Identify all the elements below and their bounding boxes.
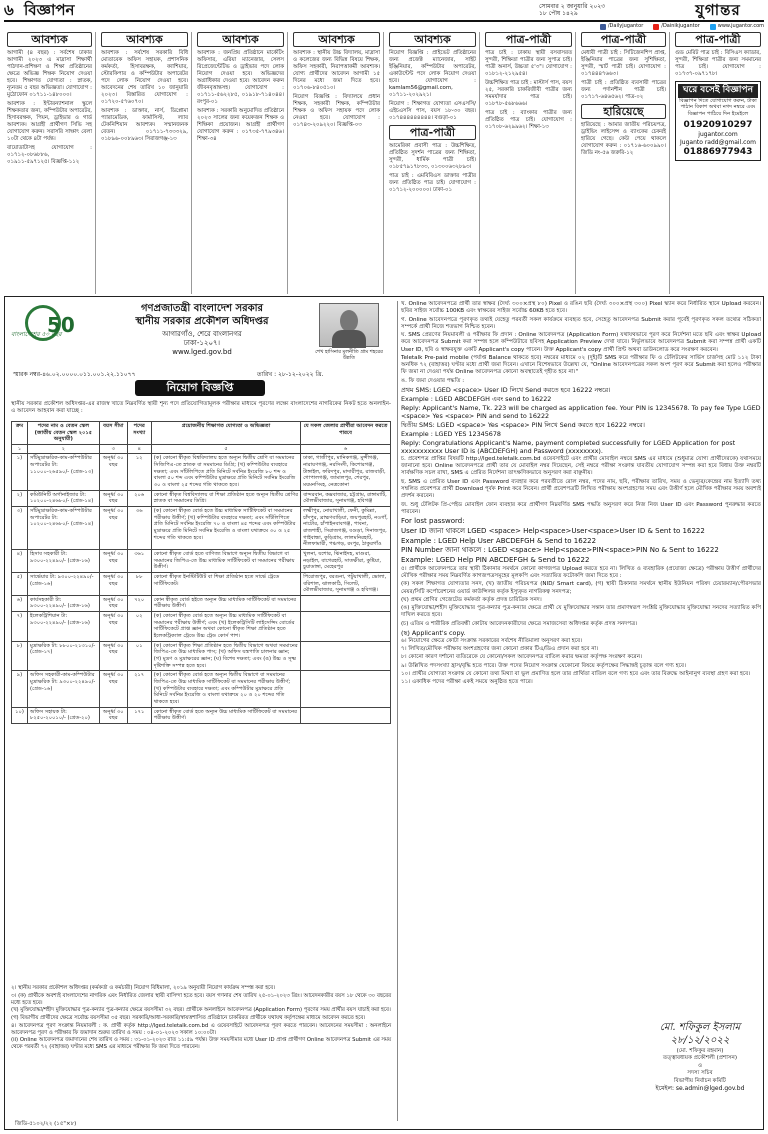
table-row bbox=[12, 549, 391, 572]
col-num: ৩ bbox=[99, 444, 127, 453]
website-link[interactable] bbox=[710, 23, 764, 30]
row-age: অনূর্ধ্ব ৩০ বছর bbox=[99, 671, 127, 707]
col-title: পাত্র-পাত্রী bbox=[675, 32, 761, 47]
signer-title-3: সদস্য সচিব bbox=[687, 1070, 713, 1077]
ad-code: জিডি-৫১০২/২২ (১৫"×৮) bbox=[15, 1121, 77, 1127]
classified-item: পাত্র চাই : ব্যাংকার পাত্রীর জন্য প্রতিষ্ঠিত পাত্র চাই। যোগাযোগ : ০১৭০৮-৬২৯৯৬২। শিক্ষা-১৩ bbox=[485, 110, 572, 131]
signature-date: ২৮/১২/২০২২ bbox=[670, 1034, 730, 1046]
row-qualification: কোনো স্বীকৃত বোর্ড হতে অন্যূন উচ্চ মাধ্যমিক সার্টিফিকেট বা সমমানের পরীক্ষায় উত্তীর্ণ। bbox=[151, 707, 300, 723]
section-title: বিজ্ঞাপন bbox=[24, 1, 75, 19]
sms-instruction: দ্বিতীয় SMS: LGED <space> Yes <space> PIN লিখে Send করতে হবে 16222 নম্বরে। bbox=[401, 420, 645, 429]
youtube-link[interactable] bbox=[653, 23, 699, 30]
notice-title: নিয়োগ বিজ্ঞপ্তি bbox=[135, 380, 265, 396]
classified-col-1 bbox=[4, 32, 96, 294]
notes-block bbox=[11, 985, 391, 1052]
row-age: অনূর্ধ্ব ৩০ বছর bbox=[99, 572, 127, 595]
instruction: Teletalk Pre-paid mobile (পর্যাপ্ত Balance থাকতে হবে) নম্বরের মাধ্যমে ০২ (দুই)টি SMS করে পরীক্ষার ফি ও টেলিটকের সার্ভিস চার্জসহ মোট ১১২ টাকা অনধিক ৭২ (বাহাত্তর) ঘণ্টার মধ্যে প্রার্থী জমা দিবেন। এখানে বিশেষভাবে উল্লেখ্য যে, "Online আবেদনপত্রের সকল অংশ পূরণ করে Submit করা হলেও পরীক্ষার ফি জমা না দেওয়া পর্যন্ত Online আবেদনপত্র কোনো অবস্থাতেই গৃহীত হবে না।" bbox=[401, 354, 761, 376]
portrait-face bbox=[340, 310, 358, 332]
sms-instruction: প্রথম SMS: LGED <space> User ID লিখে Send করতে হবে 16222 নম্বরে। bbox=[401, 385, 611, 394]
note: (খ) মুক্তিযোদ্ধা/শহীদ মুক্তিযোদ্ধার পুত্র-কন্যার পুত্র-কন্যার ক্ষেত্রে বয়সসীমা ৩২ বছর। প্রার্থীকে অনলাইনে আবেদনপত্র (Application Form) পূরণের সময় প্রার্থীর বয়স যাচাই করা হবে। bbox=[11, 1007, 391, 1014]
classified-item: আমেরিকা প্রবাসী পাত্র : উচ্চশিক্ষিত, প্রতিষ্ঠিত সুদর্শন পাত্রের জন্য শিক্ষিতা, সুন্দরী, ধার্মিক পাত্রী চাই। ০১৮৫৭৯১৭৮৩৩, ০১৩০০৬৩২৮৯৩। bbox=[389, 143, 476, 171]
website-url: www.jugantor.com bbox=[717, 23, 764, 29]
row-post: সার্ভেয়ার টা: ৯৩০০-২২৪৯০/- (গ্রেড-১৬) bbox=[27, 572, 99, 595]
org-heading bbox=[97, 303, 307, 356]
table-row bbox=[12, 506, 391, 549]
th-post: পদের নাম ও বেতন স্কেল (জাতীয় বেতন স্কেল ২০১৫ অনুযায়ী) bbox=[27, 422, 99, 445]
sms-example: Example : LGED YES 12345678 bbox=[401, 429, 502, 438]
home-ad-phone[interactable]: 01920910297 bbox=[683, 119, 753, 130]
row-count: ৭২০ bbox=[127, 595, 151, 611]
table-row bbox=[12, 612, 391, 642]
instruction: ১১। একাধিক পদের পরীক্ষা একই সময়ে অনুষ্ঠিত হতে পারে। bbox=[401, 679, 533, 686]
table-number-row bbox=[12, 444, 391, 453]
classified-col-5 bbox=[386, 32, 480, 294]
org-website[interactable]: www.lged.gov.bd bbox=[172, 347, 232, 356]
table-row bbox=[12, 595, 391, 611]
table-row bbox=[12, 707, 391, 723]
col-title: আবশ্যক bbox=[197, 32, 284, 47]
row-serial: ৩) bbox=[12, 506, 28, 549]
lost-password-heading: For lost password: bbox=[401, 517, 465, 526]
col-num: ১ bbox=[12, 444, 28, 453]
row-age: অনূর্ধ্ব ৩০ বছর bbox=[99, 490, 127, 506]
row-districts bbox=[301, 595, 391, 611]
org-line-3: আগারগাঁও, শেরে বাংলানগর bbox=[162, 329, 242, 338]
lost-password-line: PIN Number জানা থাকলে : LGED <space> Help<space>PIN<space>PIN No & Sent to 16222 bbox=[401, 546, 719, 555]
signer-title-1: তত্ত্বাবধায়ক প্রকৌশলী (প্রশাসন) bbox=[662, 1055, 738, 1062]
instruction: (চ) এতিম ও শারীরিক প্রতিবন্ধী কোটায় আবেদনকারীদের ক্ষেত্রে সমাজসেবা অধিদপ্তর কর্তৃক প্রদত্ত সনদপত্র। bbox=[401, 620, 638, 627]
date-bangla: ১৮ পৌষ ১৪২৯ bbox=[539, 10, 578, 17]
ad-right-column bbox=[401, 301, 761, 1125]
classified-item: পাত্রী চাই : প্রতিষ্ঠিত ব্যবসায়ী পাত্রের জন্য পর্দানশীন পাত্রী চাই। ০১৭১৭-৬৪৬৫৬২। পাত্র-০২ bbox=[581, 80, 666, 101]
classified-col-3 bbox=[194, 32, 288, 294]
instruction: ৬। নিয়োগের ক্ষেত্রে কোটা সংক্রান্ত সরকারের সর্বশেষ নীতিমালা অনুসরণ করা হবে। bbox=[401, 637, 583, 644]
instruction: জ. শুধু টেলিটক প্রি-পেইড মোবাইল ফোন ব্যবহার করে প্রার্থীগণ নিম্নবর্ণিত SMS পদ্ধতি অনুসরণ করে নিজ নিজ User ID এবং Password পুনরুদ্ধার করতে পারবেন। bbox=[401, 501, 761, 515]
globe-icon bbox=[710, 24, 716, 30]
row-qualification: (ক) কোনো স্বীকৃত বোর্ড হতে উচ্চ মাধ্যমিক সার্টিফিকেট বা সমমানের পরীক্ষায় উত্তীর্ণ; (খ) কম্পিউটার ব্যবহারে দক্ষতা; এবং সাঁটলিপিতে প্রতি মিনিটে সর্বনিম্ন ইংরেজি ৭০ ও বাংলা ৪৫ শব্দের এবং কম্পিউটার মুদ্রাক্ষরে প্রতি মিনিটে সর্বনিম্ন ইংরেজি ও বাংলা যথাক্রমে ৩০ ও ২৫ শব্দের গতি থাকতে হবে। bbox=[151, 506, 300, 549]
table-row bbox=[12, 490, 391, 506]
column-divider bbox=[397, 301, 398, 1121]
home-ad-web[interactable]: jugantor.com bbox=[698, 131, 738, 139]
portrait-body bbox=[332, 330, 366, 348]
row-post: হিসাব সহকারী টা: ৯৩০০-২২৪৯০/- (গ্রেড-১৬) bbox=[27, 549, 99, 572]
col-title: আবশ্যক bbox=[101, 32, 188, 47]
row-districts: পিরোজপুর, বরগুনা, পটুয়াখালী, ভোলা, বরিশাল, ঝালকাঠি, সিলেট, মৌলভীবাজার, সুনামগঞ্জ ও হবিগঞ্জ। bbox=[301, 572, 391, 595]
signature bbox=[645, 1022, 755, 1048]
row-age: অনূর্ধ্ব ৩০ বছর bbox=[99, 506, 127, 549]
lost-password-line: User ID জানা থাকলে LGED <space> Help<space>User<space>User ID & Sent to 16222 bbox=[401, 526, 705, 535]
home-ad-email[interactable]: Juganto radd@gmail.com bbox=[680, 139, 756, 147]
classified-item: উচ্চশিক্ষিত পাত্র চাই : মাস্টার্স পাস, বয়স ২৫, সরকারি চাকরিজীবী পাত্রীর জন্য সমমর্যাদার পাত্র চাই। ০১৮৭৮-৫৬৮৬৬৬। bbox=[485, 80, 572, 108]
youtube-handle: /Dainikjugantor bbox=[661, 23, 700, 29]
note: ৪। আবেদনপত্র পূরণ সংক্রান্ত নিয়মাবলী : ক. প্রার্থী কর্তৃক http://lged.teletalk.com.bd এ ওয়েবসাইটে আবেদনপত্র পূরণ করতে পারবেন। আবেদনের সময়সীমা : অনলাইনে আবেদনপত্র পূরণ ও পরীক্ষার ফি জমাদান শুরুর তারিখ ও সময় : ০৪-০১-২০২৩ সকাল ১০:০০টা। bbox=[11, 1022, 391, 1036]
note: ২। স্থানীয় সরকার প্রকৌশল অধিদপ্তর (কর্মকর্তা ও কর্মচারী) নিয়োগ বিধিমালা, ২০১৯ অনুযায়ী নিয়োগ কার্যক্রম সম্পন্ন করা হবে। bbox=[11, 985, 275, 991]
col-title: আবশ্যক bbox=[7, 32, 92, 47]
instruction: ৮। কোনো কারণ দর্শানো ব্যতিরেকে যে কোনো/সকল আবেদনপত্র বাতিল করার ক্ষমতা কর্তৃপক্ষ সংরক্ষণ করেন। bbox=[401, 654, 643, 661]
row-qualification: (ক) কোনো স্বীকৃত বোর্ড হতে অন্যূন উচ্চ মাধ্যমিক সার্টিফিকেট বা সমমানের পরীক্ষায় উত্তীর্ণ; এবং (খ) ইলেকট্রিসিটি লাইসেন্সিং বোর্ডের সার্টিফিকেটে প্রাপ্ত জ্ঞান অথবা কোনো স্বীকৃত শিক্ষা প্রতিষ্ঠান হতে ইলেকট্রিক্যাল ট্রেডে উচ্চ ট্রেড কোর্স পাশ। bbox=[151, 612, 300, 642]
classified-col-8 bbox=[672, 32, 764, 294]
signer-email[interactable]: ইমেইল: se.admin@lged.gov.bd bbox=[655, 1085, 745, 1093]
instruction: (ঙ) মুক্তিযোদ্ধা/শহীদ মুক্তিযোদ্ধার পুত্র-কন্যার পুত্র-কন্যার ক্ষেত্রে প্রার্থী যে মুক্তিযোদ্ধার সন্তান তার প্রমাণস্বরূপ সংশ্লিষ্ট মুক্তিযোদ্ধার মুক্তিযোদ্ধা সনদের সত্যায়িত কপি দাখিল করতে হবে। bbox=[401, 605, 761, 619]
col-title: পাত্র-পাত্রী bbox=[581, 32, 666, 47]
memo-number: স্মারক নম্বর-৪৬.০২.০০০০.০১১.০০১.২২.১১০৭৭ bbox=[13, 371, 136, 378]
instruction: (ক) সকল শিক্ষাগত যোগ্যতার সনদ, (খ) জাতীয় পরিচয়পত্র (NID/ Smart card), (গ) স্থায়ী ঠিকানার সমর্থনে স্থানীয় ইউনিয়ন পরিষদ চেয়ারম্যান/পৌরসভার মেয়র/সিটি কর্পোরেশনের ওয়ার্ড কাউন্সিলর কর্তৃক ইস্যুকৃত নাগরিকত্ব সনদপত্র; bbox=[401, 581, 761, 595]
instruction: খ. Online আবেদনপত্রে প্রার্থী তার স্বাক্ষর (দৈর্ঘ্য ৩০০×প্রস্থ ৮০) Pixel ও রঙিন ছবি (দৈর্ঘ্য ৩০০×প্রস্থ ৩০০) Pixel স্ক্যান করে নির্ধারিত স্থানে Upload করবেন। ছবির সাইজ সর্বোচ্চ 100KB এবং স্বাক্ষরের সাইজ সর্বোচ্চ 60KB হতে হবে। bbox=[401, 301, 761, 315]
row-qualification: (ক) কোনো স্বীকৃত বোর্ড হতে অন্যূন দ্বিতীয় বিভাগে বা সমমানের জিপিএ-তে উচ্চ মাধ্যমিক সার্টিফিকেট বা সমমানের পরীক্ষায় উত্তীর্ণ; (খ) কম্পিউটার ব্যবহারে দক্ষতা; এবং কম্পিউটার মুদ্রাক্ষরে প্রতি মিনিটে সর্বনিম্ন ইংরেজি ও বাংলা যথাক্রমে ২০ ও ২০ শব্দের গতি থাকতে হবে। bbox=[151, 671, 300, 707]
sms-example: Example : LGED ABCDEFGH এবং send to 16222 bbox=[401, 394, 552, 403]
posts-table bbox=[11, 421, 391, 724]
instruction: ৫। প্রার্থীকে আবেদনপত্রে তার স্থায়ী ঠিকানার সমর্থনে কোনো কাগজপত্র Upload করতে হবে না। লিখিত ও ব্যবহারিক (প্রযোজ্য ক্ষেত্রে) পরীক্ষায় উত্তীর্ণ প্রার্থীদের মৌখিক পরীক্ষার সময় নিম্নবর্ণিত কাগজপত্রসমূহের মূলকপি এবং সত্যায়িত ফটোকপি জমা দিতে হবে : bbox=[401, 565, 761, 580]
instruction: (ছ) Applicant's copy. bbox=[401, 628, 466, 637]
note: ৩। (ক) প্রার্থীকে অবশ্যই বাংলাদেশের নাগরিক এবং নির্ধারিত জেলার স্থায়ী বাসিন্দা হতে হবে। বয়স গণনার শেষ তারিখ ২৫-০১-২০২৩ খ্রিঃ। আবেদনকারীর বয়স ১৮ থেকে ৩০ বছরের মধ্যে হতে হবে। bbox=[11, 992, 391, 1006]
signature-block bbox=[645, 1022, 755, 1093]
table-row bbox=[12, 454, 391, 490]
row-serial: ৫) bbox=[12, 572, 28, 595]
row-districts: খুলনা, যশোর, ঝিনাইদহ, মাগুরা, নড়াইল, বাগেরহাট, সাতক্ষীরা, কুষ্টিয়া, চুয়াডাঙ্গা, মেহেরপুর bbox=[301, 549, 391, 572]
row-serial: ৪) bbox=[12, 549, 28, 572]
col-subtitle: হারিয়েছে bbox=[581, 104, 666, 119]
row-qualification: কোনো স্বীকৃত ইনস্টিটিউট বা শিক্ষা প্রতিষ্ঠান হতে সার্ভে ট্রেডে সার্টিফিকেট। bbox=[151, 572, 300, 595]
row-qualification: (ক) কোনো স্বীকৃত শিক্ষা প্রতিষ্ঠান হতে দ্বিতীয় বিভাগে অথবা সমমানের জিপিএ-তে উচ্চ মাধ্যমিক পাস; (খ) অফিস যন্ত্রপাতি চালনার জ্ঞান; (গ) মুদ্রণ ও মুদ্রাক্ষরের জ্ঞান; (ঘ) বিশেষ দক্ষতা; এবং (ঙ) উচ্চ ও সূক্ষ্ম দৃষ্টিশক্তি সম্পন্ন হতে হবে। bbox=[151, 641, 300, 671]
row-age: অনূর্ধ্ব ৩০ বছর bbox=[99, 454, 127, 490]
classified-item: পাত্র চাই : ঢাকায় স্থায়ী বসবাসরত সুন্দরী, শিক্ষিতা পাত্রীর জন্য সুপাত্র চাই। পাত্রী অনার্স, উচ্চতা ৫'৩"। যোগাযোগ : ০১৮১২-২১২৯৫৪। bbox=[485, 50, 572, 78]
row-qualification: কোনো স্বীকৃত বিশ্ববিদ্যালয় বা শিক্ষা প্রতিষ্ঠান হতে অন্যূন দ্বিতীয় শ্রেণির স্নাতক বা সমমানের ডিগ্রি। bbox=[151, 490, 300, 506]
header-rule bbox=[4, 20, 764, 22]
bangladesh-50-logo bbox=[11, 303, 81, 347]
row-count: ০২ bbox=[127, 612, 151, 642]
instruction: চ. প্রবেশপত্র প্রাপ্তির বিষয়টি http://lged.teletalk.com.bd ওয়েবসাইটে এবং প্রার্থীর মোবাইল নম্বরে SMS এর মাধ্যমে (শুধুমাত্র যোগ্য প্রার্থীদেরকে) যথাসময়ে জানানো হবে। Online আবেদনপত্রে প্রার্থী তার যে মোবাইল নম্বর দিয়েছেন, সেই নম্বরে পরীক্ষা সংক্রান্ত যাবতীয় যোগাযোগ সম্পন্ন করা হবে বিধায় উক্ত নম্বরটি সার্বক্ষণিক সচল রাখা, SMS এ প্রেরিত নির্দেশনা তাৎক্ষণিকভাবে অনুসরণ করা বাঞ্ছনীয়। bbox=[401, 455, 761, 477]
row-post: অফিস সহকারী-কাম-কম্পিউটার মুদ্রাক্ষরিক টা: ৯৩০০-২২৪৯০/- (গ্রেড-১৬) bbox=[27, 671, 99, 707]
org-line-1: গণপ্রজাতন্ত্রী বাংলাদেশ সরকার bbox=[141, 303, 263, 314]
row-post: কমিউনিটি অর্গানাইজার টা: ১০২০০-২৪৬৮০/- (গ্রেড-১৪) bbox=[27, 490, 99, 506]
classified-item: আবশ্যক : ইন্টারন্যাশনাল স্কুলে শিক্ষকতার জন্য, কম্পিউটার অপারেটর, হিসাবরক্ষক, পিয়ন, ড্রাইভার ও গার্ড আবশ্যক। আগ্রহী প্রার্থীগণ সিভি সহ যোগাযোগ করুন। সরাসরি সাক্ষাৎ বেলা ১০টা থেকে ৪টা পর্যন্ত। bbox=[7, 101, 92, 143]
row-post: অফিস সহায়ক টা: ৮২৫০-২০০১০/- (গ্রেড-২০) bbox=[27, 707, 99, 723]
classified-item: নিয়োগ বিজ্ঞপ্তি : বিদ্যালয়ে প্রধান শিক্ষক, সহকারী শিক্ষক, কম্পিউটার শিক্ষক ও অফিস সহায়ক পদে লোক নেওয়া হবে। যোগাযোগ : ০১৭৪৩-২০৯২২০। বিজ্ঞপ্তি-০৩ bbox=[293, 94, 380, 129]
sms-reply: Reply: Congratulations Applicant's Name, payment completed successfully for LGED Application for post xxxxxxxxxxx User ID is (ABCDEFGH) and Password (xxxxxxxx). bbox=[401, 438, 736, 455]
lged-recruitment-ad bbox=[4, 296, 764, 1130]
row-districts bbox=[301, 641, 391, 671]
row-districts bbox=[301, 612, 391, 642]
row-age: অনূর্ধ্ব ৩০ বছর bbox=[99, 612, 127, 642]
classified-col-4 bbox=[290, 32, 384, 294]
row-serial: ১০) bbox=[12, 707, 28, 723]
signer-title-4: বিভাগীয় নির্বাচন কমিটি bbox=[674, 1077, 726, 1084]
row-serial: ৮) bbox=[12, 641, 28, 671]
row-qualification: কোনো স্বীকৃত বোর্ড হতে বাণিজ্য বিভাগে অন্যূন দ্বিতীয় বিভাগে বা সমমানের জিপিএ-তে উচ্চ মাধ্যমিক সার্টিফিকেট বা সমমানের পরীক্ষায় উত্তীর্ণ। bbox=[151, 549, 300, 572]
lost-password-example: Example : LGED Help User ABCDEFGH & Send to 16222 bbox=[401, 536, 597, 545]
th-qualification: প্রয়োজনীয় শিক্ষাগত যোগ্যতা ও অভিজ্ঞতা bbox=[151, 422, 300, 445]
facebook-handle: /Dailyjugantor bbox=[607, 23, 644, 29]
classified-item: বায়োডাটাসহ যোগাযোগ : ০১৭১২-০৮৬৮৮৬, ০১৯১১-৫৯৭১২৫। বিজ্ঞপ্তি-১১২ bbox=[7, 145, 92, 166]
classified-item: আবশ্যক : সর্বশেষ সরকারি বিধি মোতাবেক অফিস সহায়ক, প্রশাসনিক কর্মকর্তা, হিসাবরক্ষক, ক্যাশিয়ার, স্টোরকিপার ও কম্পিউটার অপারেটর পদে লোক নিয়োগ দেওয়া হবে। আবেদনের শেষ তারিখ ১০ জানুয়ারি ২০২৩। বিস্তারিত যোগাযোগ : ০১৭২০-৫৭৬০৭০। bbox=[101, 50, 188, 106]
portrait-image bbox=[319, 303, 379, 347]
org-line-2: স্থানীয় সরকার প্রকৌশল অধিদপ্তর bbox=[135, 315, 269, 327]
classified-col-2 bbox=[98, 32, 192, 294]
row-age: অনূর্ধ্ব ৩০ বছর bbox=[99, 641, 127, 671]
row-count: ০১ bbox=[127, 641, 151, 671]
table-row bbox=[12, 671, 391, 707]
classified-item: মেধাবী পাত্রী চাই : সিটিজেনশিপ প্রাপ্ত, ইঞ্জিনিয়ার পাত্রের জন্য সুশিক্ষিতা, সুন্দরী, স্মার্ট পাত্রী চাই। যোগাযোগ : ০১৭৪৪৪৭৬৬৩। bbox=[581, 50, 666, 78]
page-number: ৬ bbox=[4, 1, 14, 19]
row-count: ২১৭ bbox=[127, 671, 151, 707]
row-count: ৩৬১ bbox=[127, 549, 151, 572]
row-post: সাঁটমুদ্রাক্ষরিক-কাম-কম্পিউটার অপারেটর টা: ১০২০০-২৪৬৮০/- (গ্রেড-১৪) bbox=[27, 506, 99, 549]
row-count: ৮৮ bbox=[127, 572, 151, 595]
col-title: পাত্র-পাত্রী bbox=[485, 32, 572, 47]
row-serial: ৭) bbox=[12, 612, 28, 642]
classified-item: আবশ্যক : ডাক্তার, নার্স, ডিপ্লোমা প্যারামেডিক, ফার্মাসিস্ট, ল্যাব টেকনিশিয়ান আবশ্যক। সম্মানজনক বেতন। ০১৭১১-৭৩৩৩২৯, ০১৮৯৬-০০৮৯৬৩। সিরাজগঞ্জ-১৩ bbox=[101, 108, 188, 143]
row-districts: লক্ষ্মীপুর, নোয়াখালী, ফেনী, কুমিল্লা, চাঁদপুর, ব্রাহ্মণবাড়িয়া, জয়পুরহাট, নওগাঁ, নাটোর, চাঁপাইনবাবগঞ্জ, পাবনা, রাজশাহী, সিরাজগঞ্জ, বগুড়া, দিনাজপুর, গাইবান্ধা, কুড়িগ্রাম, লালমনিরহাট, নীলফামারী, পঞ্চগড়, রংপুর, ঠাকুরগাঁও bbox=[301, 506, 391, 549]
th-count: পদের সংখ্যা bbox=[127, 422, 151, 445]
row-age: অনূর্ধ্ব ৩০ বছর bbox=[99, 549, 127, 572]
row-count: ৩৬ bbox=[127, 506, 151, 549]
table-row bbox=[12, 641, 391, 671]
table-header-row bbox=[12, 422, 391, 445]
row-serial: ৬) bbox=[12, 595, 28, 611]
row-age: অনূর্ধ্ব ৩০ বছর bbox=[99, 595, 127, 611]
youtube-icon bbox=[653, 24, 659, 30]
col-num: ২ bbox=[27, 444, 99, 453]
notice-intro: স্থানীয় সরকার প্রকৌশল অধিদপ্তর-এর রাজস্ব খাতে নিম্নবর্ণিত স্থায়ী শূন্য পদে প্রতিযোগিতামূলক পরীক্ষার মাধ্যমে পূরণের লক্ষ্যে বাংলাদেশের নাগরিকের নিকট হতে অনলাইন-এ আবেদন আহবান করা যাচ্ছে : bbox=[11, 401, 391, 415]
note: (গ) বিভাগীয় প্রার্থীদের ক্ষেত্রে সর্বোচ্চ বয়সসীমা ৩৫ বছর। সরকারি/আধা-সরকারি/স্বায়ত্তশাসিত প্রতিষ্ঠানে চাকরিরত প্রার্থীকে যথাযথ কর্তৃপক্ষের মাধ্যমে আবেদন করতে হবে। bbox=[11, 1015, 366, 1022]
page-header bbox=[4, 2, 764, 18]
masthead-logo[interactable]: যুগান্তর bbox=[695, 1, 741, 19]
classified-item: আবশ্যক : স্থানীয় উচ্চ বিদ্যালয়, মাদ্রাসা ও কলেজের জন্য বিভিন্ন বিষয়ে শিক্ষক, অফিস সহকারী, নিরাপত্তাকর্মী আবশ্যক। যোগ্য প্রার্থীদের আবেদন আগামী ১৫ দিনের মধ্যে জমা দিতে হবে। ০১৭০৬-৮৪০৫১০। bbox=[293, 50, 380, 92]
instruction: ১০। প্রার্থীর যোগ্যতা সংক্রান্ত যে কোনো তথ্য মিথ্যা বা ভুল প্রমাণিত হলে তার প্রার্থিতা বাতিল বলে গণ্য হবে এবং তার বিরুদ্ধে আইনানুগ ব্যবস্থা গ্রহণ করা হবে। bbox=[401, 670, 751, 677]
th-serial: ক্রম bbox=[12, 422, 28, 445]
row-age: অনূর্ধ্ব ৩০ বছর bbox=[99, 707, 127, 723]
row-districts bbox=[301, 707, 391, 723]
classified-item: পাত্র চাই : এমবিবিএস ডাক্তার পাত্রীর জন্য প্রতিষ্ঠিত পাত্র চাই। যোগাযোগ : ০১৭১২-২০০০০০। ঢাকা-০১ bbox=[389, 173, 476, 194]
th-districts: যে সকল জেলার প্রার্থীরা আবেদন করতে পারবে bbox=[301, 422, 391, 445]
note: (ii) Online আবেদনপত্র জমাদানের শেষ তারিখ ও সময় : ৩১-০১-২০২৩ রাত ১১:৫৯ পর্যন্ত। উক্ত সময়সীমার মধ্যে User ID প্রাপ্ত প্রার্থীগণ Online আবেদনপত্র Submit এর সময় থেকে পরবর্তী ৭২ (বাহাত্তর) ঘণ্টার মধ্যে SMS এর মাধ্যমে পরীক্ষার ফি জমা দিতে পারবেন। bbox=[11, 1037, 391, 1051]
row-serial: ২) bbox=[12, 490, 28, 506]
col-title: আবশ্যক bbox=[389, 32, 476, 47]
memo-date: তারিখ : ২৮-১২-২০২২ খ্রি. bbox=[257, 371, 324, 378]
instruction: ৯। উল্লিখিত পদসংখ্যা হ্রাস/বৃদ্ধি হতে পারে। উক্ত পদের নিয়োগ সংক্রান্ত যেকোনো বিষয়ে কর্তৃপক্ষের সিদ্ধান্তই চূড়ান্ত বলে গণ্য হবে। bbox=[401, 662, 686, 669]
org-line-4: ঢাকা-১২০৭। bbox=[183, 338, 221, 347]
classified-col-6 bbox=[482, 32, 576, 294]
home-ad-text: বিজ্ঞাপন দিতে যোগাযোগ করুন, টাকা পাঠান বিকাশ অথবা নগদ নম্বরে এবং বিজ্ঞাপন পাঠিয়ে দিন ইমেইলে bbox=[679, 97, 757, 118]
row-post: মুদ্রাক্ষরিক টা: ৮৮০০-২১৩১০/- (গ্রেড-১৭) bbox=[27, 641, 99, 671]
logo-number: 50 bbox=[47, 313, 75, 337]
row-count: ১৭১ bbox=[127, 707, 151, 723]
table-row bbox=[12, 572, 391, 595]
row-post: ইলেকট্রিশিয়ান টা: ৯৩০০-২২৪৯০/- (গ্রেড-১৬) bbox=[27, 612, 99, 642]
row-count: ২০৬ bbox=[127, 490, 151, 506]
classified-item: আবশ্যক : সরকারি অনুমোদিত প্রতিষ্ঠানে ২০২৩ সালের জন্য কয়েকজন শিক্ষক ও শিক্ষিকা প্রয়োজন। আগ্রহী প্রার্থীগণ যোগাযোগ করুন : ০১৭৩৫-৭৭৯৩৪৬। শিক্ষা-৩৪ bbox=[197, 108, 284, 143]
home-ad-phone-2[interactable]: 01886977943 bbox=[683, 146, 753, 157]
home-ad-box bbox=[675, 81, 761, 161]
row-serial: ৯) bbox=[12, 671, 28, 707]
row-count: ১২ bbox=[127, 454, 151, 490]
th-age: বয়স সীমা bbox=[99, 422, 127, 445]
classified-item: গুড মেরিট পাত্র চাই : বিসিএস ক্যাডার, সুন্দরী, শিক্ষিতা পাত্রীর জন্য সমমানের পাত্র চাই। যোগাযোগ : ০১৭৩৭-০৯৭১৭৮। bbox=[675, 50, 761, 78]
instruction: (ঘ) প্রথম শ্রেণির গেজেটেড কর্মকর্তা কর্তৃক প্রদত্ত চারিত্রিক সনদ। bbox=[401, 596, 542, 603]
classified-col-7 bbox=[578, 32, 670, 294]
classified-item: হারিয়েছে : আমার জাতীয় পরিচয়পত্র, ড্রাইভিং লাইসেন্স ও ব্যাংকের চেকবই হারিয়ে গেছে। কেউ পেয়ে থাকলে যোগাযোগ করুন : ০১৭১৬-৬০০৯৯০। জিডি নং-৫৬ জরুরি-১২ bbox=[581, 122, 666, 157]
date-gregorian: সোমবার ২ জানুয়ারি ২০২৩ bbox=[539, 3, 606, 10]
instruction: গ. Online আবেদনপত্রে পূরণকৃত তথ্যই যেহেতু পরবর্তী সকল কার্যক্রমে ব্যবহৃত হবে, সেহেতু আবেদনপত্র Submit করার পূর্বেই পূরণকৃত সকল তথ্যের সঠিকতা সম্পর্কে প্রার্থী নিজে শতভাগ নিশ্চিত হবেন। bbox=[401, 316, 761, 330]
facebook-icon bbox=[600, 24, 606, 30]
row-districts: বান্দরবান, কক্সবাজার, চট্টগ্রাম, রাঙ্গামাটি, মৌলভীবাজার, সুনামগঞ্জ, হবিগঞ্জ bbox=[301, 490, 391, 506]
classified-item: আগামী (৪ বছর) : সর্বশেষ ঢাকার আগামী ২০২৩ এ মাদ্রাসা শিক্ষার্থী পাঠদান-প্রশিক্ষণ ও শিক্ষা প্রতিষ্ঠানের ক্ষেত্রে অভিজ্ঞ শিক্ষক নিয়োগ দেওয়া হবে। শিক্ষাগত যোগ্যতা : স্নাতক, ন্যূনতম ৫ বছর অভিজ্ঞতা। যোগাযোগ : মুঠোফোন ০১৭১১-১৪৮০০০। bbox=[7, 50, 92, 99]
row-qualification: (ক) কোনো স্বীকৃত বিশ্ববিদ্যালয় হতে অন্যূন দ্বিতীয় শ্রেণি বা সমমানের সিজিপিএ-তে স্নাতক বা সমমানের ডিগ্রি; (খ) কম্পিউটার ব্যবহারে দক্ষতা; এবং সাঁটলিপিতে প্রতি মিনিটে সর্বনিম্ন ইংরেজি ৮০ শব্দ ও বাংলা ৫০ শব্দ এবং কম্পিউটার মুদ্রাক্ষরে প্রতি মিনিটে সর্বনিম্ন ইংরেজি ৩০ ও বাংলা ২৫ শব্দের গতি থাকতে হবে। bbox=[151, 454, 300, 490]
instruction: ৭। লিখিত/মৌখিক পরীক্ষায় অংশগ্রহণের জন্য কোনো প্রকার টিএ/ডিএ প্রদান করা হবে না। bbox=[401, 646, 599, 653]
col-title: আবশ্যক bbox=[293, 32, 380, 47]
ad-left-column bbox=[7, 299, 395, 1127]
signature-text: মো. শফিকুল ইসলাম bbox=[659, 1022, 741, 1033]
instruction: ঙ. ফি জমা দেওয়ার পদ্ধতি : bbox=[401, 377, 465, 384]
facebook-link[interactable] bbox=[600, 23, 643, 30]
signer-title-2: ও bbox=[697, 1062, 703, 1069]
col-subtitle: পাত্র-পাত্রী bbox=[389, 125, 476, 140]
row-post: কার্যসহকারী টা: ৯৩০০-২২৪৯০/- (গ্রেড-১৬) bbox=[27, 595, 99, 611]
row-serial: ১) bbox=[12, 454, 28, 490]
col-num: ৬ bbox=[301, 444, 391, 453]
classified-item: নিয়োগ বিজ্ঞপ্তি : প্রাইভেট প্রতিষ্ঠানের জন্য প্রজেক্ট ম্যানেজার, সাইট ইঞ্জিনিয়ার, কম্পিউটার অপারেটর, একাউন্টেন্ট পদে লোক নিয়োগ দেওয়া হবে। যোগাযোগ : kamlam56@gmail.com, ০১৭১১-২০২৯২১। bbox=[389, 50, 476, 99]
portrait-caption: শেখ হাসিনার মূলনীতি গ্রাম শহরের উন্নতি bbox=[315, 349, 383, 361]
instruction: ছ. SMS এ প্রেরিত User ID এবং Password ব্যবহার করে পরবর্তীতে রোল নম্বর, পদের নাম, ছবি, পরীক্ষার তারিখ, সময় ও ভেন্যুর/কেন্দ্রের নাম ইত্যাদি তথ্য সম্বলিত প্রবেশপত্র প্রার্থী Download পূর্বক Print করে নিবেন। প্রার্থী প্রবেশপত্রটি লিখিত পরীক্ষায় অংশগ্রহণের সময় এবং উত্তীর্ণ হলে মৌখিক পরীক্ষার সময় অবশ্যই প্রদর্শন করবেন। bbox=[401, 478, 761, 500]
classified-item: আবশ্যক : জনপ্রিয় প্রতিষ্ঠানে মার্কেটিং অফিসার, এরিয়া ম্যানেজার, সেলস রিপ্রেজেন্টেটিভ ও ড্রাইভার পদে লোক নিয়োগ দেওয়া হবে। অভিজ্ঞদের অগ্রাধিকার দেওয়া হবে। আবেদন করুন জীবনবৃত্তান্তসহ। যোগাযোগ : ০১৭১১-৫৬২২৮৫, ০১৯১৮-৭১৪০৪৪। রংপুর-০১ bbox=[197, 50, 284, 106]
row-qualification: কোন স্বীকৃত বোর্ড হইতে অন্যূন উচ্চ মাধ্যমিক সার্টিফিকেট বা সমমানের পরীক্ষায় উত্তীর্ণ। bbox=[151, 595, 300, 611]
row-post: সাঁটমুদ্রাক্ষরিক-কাম-কম্পিউটার অপারেটর টা: ১১০০০-২৬৫৯০/- (গ্রেড-১৩) bbox=[27, 454, 99, 490]
col-num: ৫ bbox=[151, 444, 300, 453]
signer-name: (মো. শফিকুর রহমান) bbox=[676, 1047, 724, 1054]
logo-text: বাংলাদেশের ৫০ বছর bbox=[11, 331, 62, 338]
home-ad-title: ঘরে বসেই বিজ্ঞাপন bbox=[678, 84, 758, 98]
classified-item: নিয়োগ : শিক্ষাগত যোগ্যতা এসএসসি/এইচএসসি পাস, বয়স ১৮-৩০ বছর। ০১৭৪৪৪৪৪৪৪৪৪। বগুড়া-০১ bbox=[389, 101, 476, 122]
instruction: ঘ. SMS প্রেরণের নিয়মাবলী ও পরীক্ষার ফি প্রদান : Online আবেদনপত্র (Application Form) যথাযথভাবে পূরণ করে নির্দেশনা মতে ছবি এবং স্বাক্ষর Upload করে আবেদনপত্র Submit করা সম্পন্ন হলে কম্পিউটারে ছবিসহ Application Preview দেখা যাবে। নির্ভুলভাবে আবেদনপত্র Submit করা সম্পন্ন প্রার্থী একটি User ID, ছবি ও স্বাক্ষরযুক্ত একটি Applicant's copy পাবেন। উক্ত Applicant's copy প্রার্থী প্রিন্ট অথবা ডাউনলোড করে সংরক্ষণ করবেন। bbox=[401, 332, 761, 353]
col-num: ৪ bbox=[127, 444, 151, 453]
row-districts: ঢাকা, গাজীপুর, মানিকগঞ্জ, মুন্সীগঞ্জ, নারায়ণগঞ্জ, নরসিংদী, কিশোরগঞ্জ, টাঙ্গাইল, ফরিদপুর, মাদারীপুর, রাজবাড়ী, গোপালগঞ্জ, জামালপুর, শেরপুর, ময়মনসিংহ, নেত্রকোনা bbox=[301, 454, 391, 490]
sms-reply: Reply: Applicant's Name, Tk. 223 will be charged as application fee. Your PIN is 12345678. To pay fee Type LGED <space> Yes <space> PIN and send to 16222 bbox=[401, 403, 761, 420]
social-bar bbox=[520, 23, 764, 30]
row-districts bbox=[301, 671, 391, 707]
lost-password-example: Example: LGED Help PIN ABCDEFGH & Send to 16222 bbox=[401, 556, 590, 565]
